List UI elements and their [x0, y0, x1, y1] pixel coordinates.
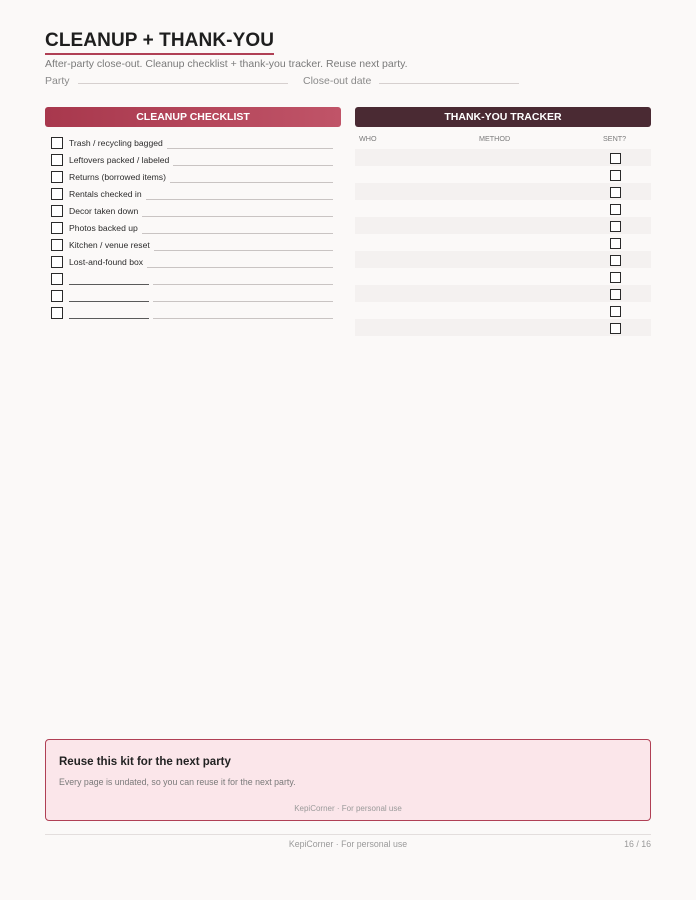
- sent-checkbox[interactable]: [610, 289, 621, 300]
- table-row[interactable]: [355, 166, 651, 183]
- reuse-text: Every page is undated, so you can reuse it for the next party.: [59, 777, 296, 787]
- table-row[interactable]: [355, 319, 651, 336]
- sent-checkbox[interactable]: [610, 204, 621, 215]
- closeout-input-line[interactable]: [379, 74, 519, 84]
- footer-brand: KepiCorner · For personal use: [288, 839, 408, 849]
- party-field: [45, 74, 288, 87]
- cleanup-list: [51, 132, 333, 319]
- list-item: [51, 217, 333, 234]
- sent-checkbox[interactable]: [610, 187, 621, 198]
- tracker-heading: THANK-YOU TRACKER: [355, 107, 651, 127]
- item-label: Trash / recycling bagged: [69, 138, 163, 148]
- closeout-field: [303, 74, 519, 87]
- footer-divider: [45, 834, 651, 835]
- note-line[interactable]: [153, 317, 333, 319]
- col-sent-header: SENT?: [603, 134, 627, 143]
- checkbox[interactable]: [51, 273, 63, 285]
- item-label: Photos backed up: [69, 223, 138, 233]
- table-row[interactable]: [355, 200, 651, 217]
- sent-checkbox[interactable]: [610, 170, 621, 181]
- checkbox[interactable]: [51, 239, 63, 251]
- col-who-header: WHO: [359, 134, 377, 143]
- checkbox[interactable]: [51, 307, 63, 319]
- table-row[interactable]: [355, 285, 651, 302]
- table-row[interactable]: [355, 268, 651, 285]
- list-item: [51, 166, 333, 183]
- blank-item-line[interactable]: [69, 309, 149, 319]
- blank-item-line[interactable]: [69, 275, 149, 285]
- item-label: Leftovers packed / labeled: [69, 155, 170, 165]
- list-item: [51, 149, 333, 166]
- checkbox[interactable]: [51, 205, 63, 217]
- list-item: [51, 183, 333, 200]
- list-item: [51, 132, 333, 149]
- list-item: [51, 251, 333, 268]
- checkbox[interactable]: [51, 171, 63, 183]
- sent-checkbox[interactable]: [610, 272, 621, 283]
- sent-checkbox[interactable]: [610, 221, 621, 232]
- party-input-line[interactable]: [78, 74, 288, 84]
- page-number: 16 / 16: [624, 839, 651, 849]
- list-item-blank: [51, 285, 333, 302]
- item-label: Rentals checked in: [69, 189, 142, 199]
- table-row[interactable]: [355, 234, 651, 251]
- item-label: Lost-and-found box: [69, 257, 144, 267]
- list-item-blank: [51, 302, 333, 319]
- table-row[interactable]: [355, 251, 651, 268]
- sent-checkbox[interactable]: [610, 255, 621, 266]
- sent-checkbox[interactable]: [610, 306, 621, 317]
- checkbox[interactable]: [51, 256, 63, 268]
- list-item-blank: [51, 268, 333, 285]
- checkbox[interactable]: [51, 137, 63, 149]
- party-label: Party: [45, 75, 70, 87]
- sent-checkbox[interactable]: [610, 153, 621, 164]
- item-label: Decor taken down: [69, 206, 139, 216]
- table-row[interactable]: [355, 149, 651, 166]
- col-method-header: METHOD: [479, 134, 511, 143]
- closeout-label: Close-out date: [303, 75, 372, 87]
- checkbox[interactable]: [51, 188, 63, 200]
- page-title: CLEANUP + THANK-YOU: [45, 30, 274, 55]
- list-item: [51, 234, 333, 251]
- item-label: Returns (borrowed items): [69, 172, 166, 182]
- page-subtitle: After-party close-out. Cleanup checklist + thank-you tracker. Reuse next party.: [45, 58, 408, 70]
- checkbox[interactable]: [51, 290, 63, 302]
- table-row[interactable]: [355, 217, 651, 234]
- checkbox[interactable]: [51, 222, 63, 234]
- reuse-title: Reuse this kit for the next party: [59, 756, 231, 768]
- table-row[interactable]: [355, 302, 651, 319]
- sent-checkbox[interactable]: [610, 238, 621, 249]
- list-item: [51, 200, 333, 217]
- reuse-brand: KepiCorner · For personal use: [294, 804, 402, 813]
- item-label: Kitchen / venue reset: [69, 240, 150, 250]
- sent-checkbox[interactable]: [610, 323, 621, 334]
- cleanup-heading: CLEANUP CHECKLIST: [45, 107, 341, 127]
- table-row[interactable]: [355, 183, 651, 200]
- blank-item-line[interactable]: [69, 292, 149, 302]
- reuse-callout: [45, 739, 651, 821]
- checkbox[interactable]: [51, 154, 63, 166]
- tracker-table: [355, 149, 651, 336]
